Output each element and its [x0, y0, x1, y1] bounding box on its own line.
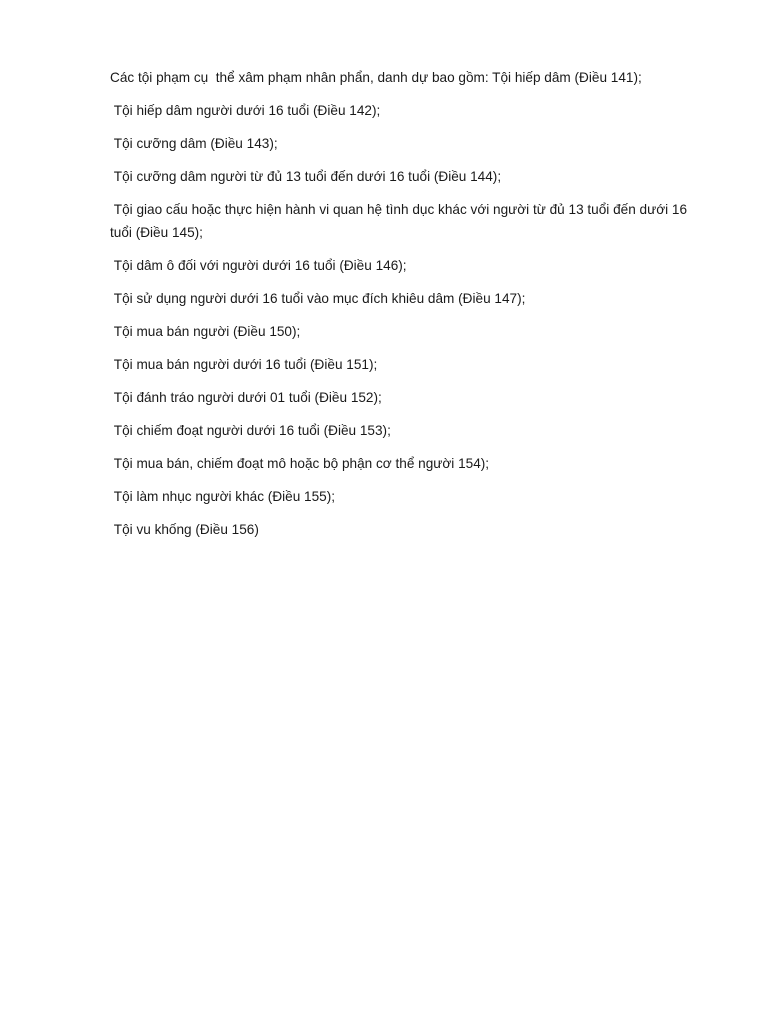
paragraph-item: Tội cưỡng dâm (Điều 143); [110, 136, 278, 151]
paragraph-item: Tội giao cấu hoặc thực hiện hành vi quan hệ tình dục khác với người từ đủ 13 tuổi đến dưới 16 tuổi (Điều 145); [110, 202, 691, 240]
paragraph-item: Tội chiếm đoạt người dưới 16 tuổi (Điều 153); [110, 423, 391, 438]
paragraph-item: Tội cưỡng dâm người từ đủ 13 tuổi đến dưới 16 tuổi (Điều 144); [110, 169, 502, 184]
paragraph-intro: Các tội phạm cụ thể xâm phạm nhân phẩn, danh dự bao gồm: Tội hiếp dâm (Điều 141); [110, 70, 642, 85]
paragraph-item: Tội hiếp dâm người dưới 16 tuổi (Điều 142); [110, 103, 381, 118]
paragraph-item: Tội dâm ô đối với người dưới 16 tuổi (Điều 146); [110, 258, 407, 273]
paragraph-item: Tội mua bán người dưới 16 tuổi (Điều 151); [110, 357, 378, 372]
paragraph-item: Tội làm nhục người khác (Điều 155); [110, 489, 336, 504]
paragraph-item: Tội sử dụng người dưới 16 tuổi vào mục đích khiêu dâm (Điều 147); [110, 291, 526, 306]
paragraph-item: Tội đánh tráo người dưới 01 tuổi (Điều 152); [110, 390, 382, 405]
paragraph-item: Tội mua bán, chiếm đoạt mô hoặc bộ phận cơ thể người 154); [110, 456, 490, 471]
paragraph-item: Tội mua bán người (Điều 150); [110, 324, 301, 339]
paragraph-item: Tội vu khống (Điều 156) [110, 522, 259, 537]
document-body [110, 66, 700, 551]
